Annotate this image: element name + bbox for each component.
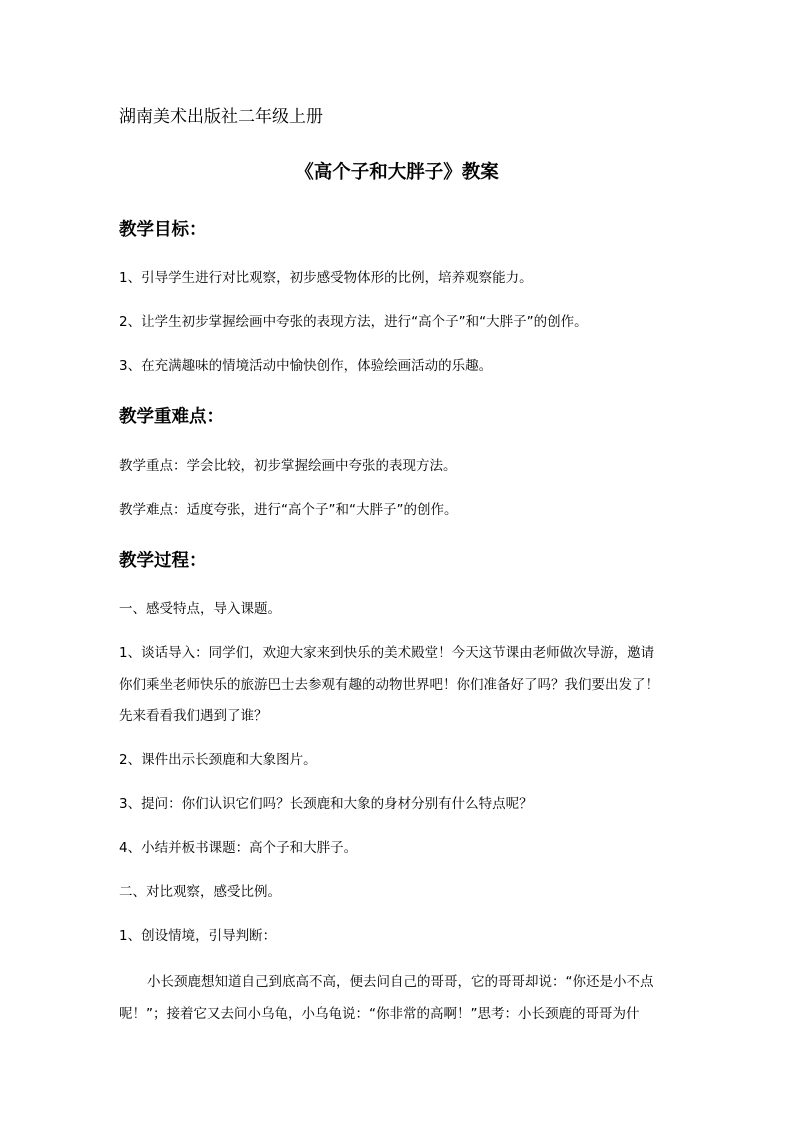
objectives-heading: 教学目标： bbox=[119, 220, 207, 240]
objective-item: 1、引导学生进行对比观察，初步感受物体形的比例，培养观察能力。 bbox=[119, 270, 533, 286]
process-line: 呢！”；接着它又去问小乌龟，小乌龟说：“你非常的高啊！”思考：小长颈鹿的哥哥为什 bbox=[119, 1006, 640, 1022]
process-line: 2、课件出示长颈鹿和大象图片。 bbox=[119, 752, 317, 768]
process-line: 二、对比观察，感受比例。 bbox=[119, 884, 281, 900]
process-line: 一、感受特点，导入课题。 bbox=[119, 601, 281, 617]
process-line: 1、创设情境，引导判断： bbox=[119, 928, 277, 944]
key-point-item: 教学重点：学会比较，初步掌握绘画中夸张的表现方法。 bbox=[119, 458, 457, 474]
process-line: 3、提问：你们认识它们吗？长颈鹿和大象的身材分别有什么特点呢？ bbox=[119, 796, 533, 812]
objective-item: 2、让学生初步掌握绘画中夸张的表现方法，进行“高个子”和“大胖子”的创作。 bbox=[119, 314, 588, 330]
process-line: 4、小结并板书课题：高个子和大胖子。 bbox=[119, 840, 358, 856]
key-points-heading: 教学重难点： bbox=[119, 407, 224, 427]
publisher-line: 湖南美术出版社二年级上册 bbox=[119, 107, 323, 127]
document-title: 《高个子和大胖子》教案 bbox=[295, 162, 499, 183]
objective-item: 3、在充满趣味的情境活动中愉快创作，体验绘画活动的乐趣。 bbox=[119, 358, 493, 374]
process-line: 你们乘坐老师快乐的旅游巴士去参观有趣的动物世界吧！你们准备好了吗？我们要出发了！ bbox=[119, 677, 659, 693]
key-point-item: 教学难点：适度夸张，进行“高个子”和“大胖子”的创作。 bbox=[119, 502, 458, 518]
process-line: 1、谈话导入：同学们，欢迎大家来到快乐的美术殿堂！今天这节课由老师做次导游，邀请 bbox=[119, 645, 655, 661]
process-heading: 教学过程： bbox=[119, 551, 207, 571]
process-line: 小长颈鹿想知道自己到底高不高，便去问自己的哥哥，它的哥哥却说：“你还是小不点 bbox=[147, 974, 654, 990]
process-line: 先来看看我们遇到了谁？ bbox=[119, 708, 268, 724]
